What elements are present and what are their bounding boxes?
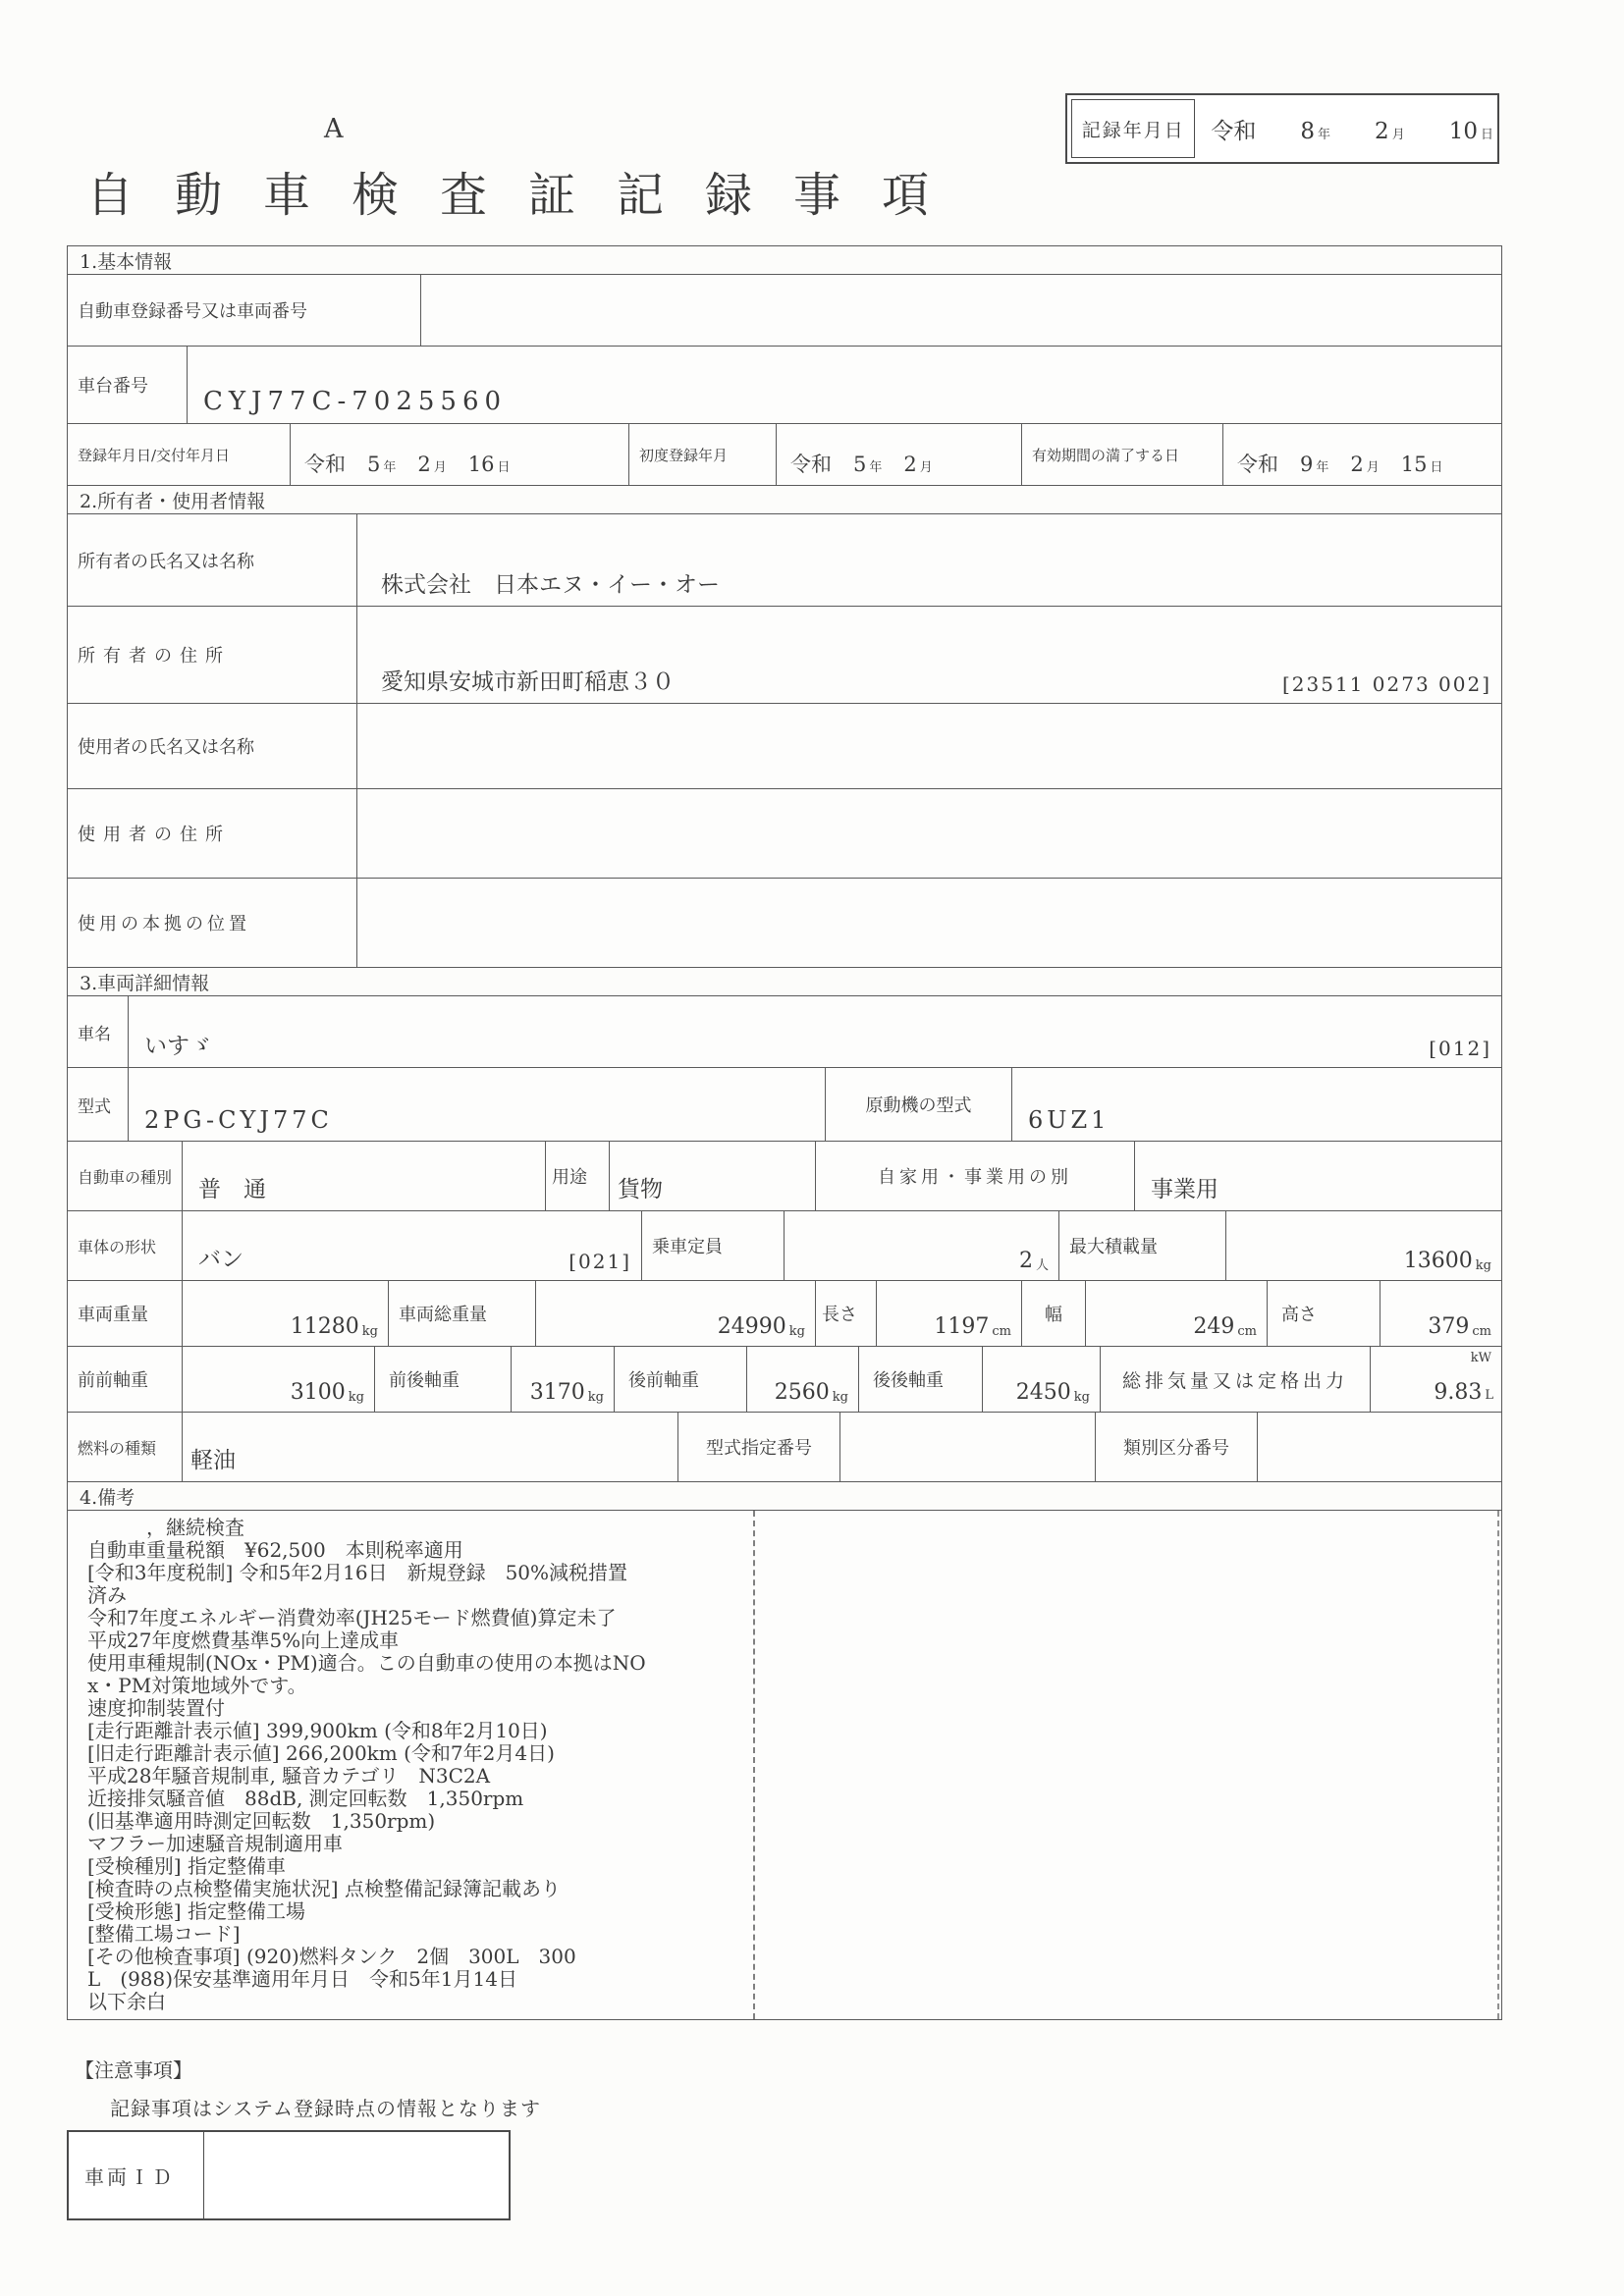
remarks-dashed-divider — [753, 1511, 755, 2019]
engine-model-value: 6UZ1 — [1028, 1106, 1110, 1134]
max-load-number: 13600 — [1403, 1249, 1473, 1273]
axle-rear-front-value — [747, 1347, 859, 1412]
remarks-line: [受検種別] 指定整備車 — [87, 1854, 286, 1878]
base-location-value — [357, 879, 1501, 967]
base-location-label: 使用の本拠の位置 — [68, 879, 357, 967]
width-value — [1086, 1281, 1268, 1346]
remarks-line: (旧基準適用時測定回転数 1,350rpm) — [87, 1809, 436, 1833]
year-unit: 年 — [1316, 460, 1329, 475]
owner-name-value: 株式会社 日本エヌ・イー・オー — [381, 572, 720, 598]
remarks-line: 使用車種規制(NOx・PM)適合。この自動車の使用の本拠はNO — [87, 1651, 646, 1675]
notice-header: 【注意事項】 — [75, 2058, 192, 2082]
body-shape-label: 車体の形状 — [68, 1211, 183, 1280]
vehicle-kind-value: 普 通 — [183, 1142, 546, 1210]
vehicle-kind-row — [67, 1141, 1502, 1211]
day-unit: 日 — [497, 460, 511, 475]
owner-address-row — [67, 606, 1502, 704]
axle-front-front-number: 3100 — [290, 1380, 346, 1405]
first-reg-year: 5 — [853, 453, 867, 476]
record-date — [1211, 113, 1493, 145]
body-shape-cell — [183, 1211, 642, 1280]
use-type-value: 貨物 — [610, 1142, 816, 1210]
remarks-line: [旧走行距離計表示値] 266,200km (令和7年2月4日) — [87, 1741, 555, 1765]
vehicle-weight-value — [183, 1281, 389, 1346]
remarks-line: [受検形態] 指定整備工場 — [87, 1899, 305, 1923]
day-unit: 日 — [1430, 460, 1443, 475]
registration-date-label: 登録年月日/交付年月日 — [68, 424, 291, 485]
axle-rear-rear-number: 2450 — [1015, 1380, 1071, 1405]
user-name-label: 使用者の氏名又は名称 — [68, 704, 357, 788]
axle-weights-row — [67, 1346, 1502, 1413]
remarks-box — [67, 1510, 1502, 2020]
reg-month: 2 — [417, 453, 431, 476]
width-number: 249 — [1193, 1314, 1235, 1339]
era-text: 令和 — [304, 453, 346, 476]
document-title: 自動車検査証記録事項 — [86, 168, 971, 223]
vehicle-name-code: [012] — [1429, 1037, 1491, 1060]
record-day: 10 — [1448, 118, 1478, 144]
cm-unit: cm — [1237, 1324, 1257, 1339]
business-type-label: 自家用・事業用の別 — [816, 1142, 1135, 1210]
section-owner-header: 2.所有者・使用者情報 — [67, 485, 1502, 514]
kw-unit: kW — [1470, 1351, 1491, 1365]
owner-address-code: [23511 0273 002] — [1281, 672, 1491, 696]
axle-front-front-label: 前前軸重 — [68, 1347, 183, 1412]
year-unit: 年 — [1318, 127, 1331, 142]
remarks-line: 速度抑制装置付 — [87, 1696, 225, 1720]
kg-unit: kg — [348, 1390, 364, 1405]
remarks-line: [走行距離計表示値] 399,900km (令和8年2月10日) — [87, 1719, 548, 1742]
width-label: 幅 — [1022, 1281, 1086, 1346]
model-row — [67, 1067, 1502, 1142]
month-unit: 月 — [1391, 127, 1405, 142]
kg-unit: kg — [587, 1390, 604, 1405]
gross-weight-label: 車両総重量 — [389, 1281, 536, 1346]
kg-unit: kg — [832, 1390, 848, 1405]
dates-row — [67, 423, 1502, 486]
first-registration-value — [777, 424, 1022, 485]
expiry-month: 2 — [1350, 453, 1364, 476]
max-load-label: 最大積載量 — [1059, 1211, 1226, 1280]
body-shape-code: [021] — [568, 1250, 631, 1273]
user-address-value — [357, 789, 1501, 878]
person-unit: 人 — [1035, 1258, 1049, 1273]
registration-number-label: 自動車登録番号又は車両番号 — [68, 275, 421, 346]
month-unit: 月 — [919, 460, 933, 475]
expiry-year: 9 — [1300, 453, 1314, 476]
user-name-value — [357, 704, 1501, 788]
reg-year: 5 — [367, 453, 381, 476]
base-location-row — [67, 878, 1502, 968]
section-vehicle-header: 3.車両詳細情報 — [67, 967, 1502, 996]
remarks-line: [その他検査事項] (920)燃料タンク 2個 300L 300 — [87, 1945, 576, 1968]
remarks-line: 済み — [87, 1583, 127, 1607]
axle-rear-rear-label: 後後軸重 — [859, 1347, 983, 1412]
month-unit: 月 — [1366, 460, 1380, 475]
remarks-line: 平成27年度燃費基準5%向上達成車 — [87, 1629, 400, 1652]
remarks-line: 近接排気騒音値 88dB, 測定回転数 1,350rpm — [87, 1787, 524, 1810]
capacity-number: 2 — [1018, 1249, 1033, 1273]
first-registration-label: 初度登録年月 — [629, 424, 777, 485]
axle-front-front-value — [183, 1347, 375, 1412]
type-approval-value — [840, 1413, 1096, 1481]
vehicle-id-label: 車両ＩＤ — [69, 2132, 204, 2218]
chassis-number-value: CYJ77C-7025560 — [203, 387, 508, 416]
fuel-type-label: 燃料の種類 — [68, 1413, 183, 1481]
axle-front-rear-number: 3170 — [529, 1380, 585, 1405]
certificate-table — [67, 245, 1502, 2020]
height-value — [1380, 1281, 1501, 1346]
length-label: 長さ — [816, 1281, 877, 1346]
max-load-value — [1226, 1211, 1501, 1280]
registration-number-row — [67, 274, 1502, 347]
era-text: 令和 — [790, 453, 832, 476]
axle-front-rear-value — [512, 1347, 615, 1412]
kg-unit: kg — [1073, 1390, 1090, 1405]
gross-weight-number: 24990 — [717, 1314, 786, 1339]
use-type-label: 用途 — [546, 1142, 610, 1210]
remarks-line: x・PM対策地域外です。 — [87, 1674, 307, 1697]
kg-unit: kg — [361, 1324, 378, 1339]
gross-weight-value — [536, 1281, 816, 1346]
classification-label: 類別区分番号 — [1096, 1413, 1258, 1481]
expiry-date-label: 有効期間の満了する日 — [1022, 424, 1223, 485]
owner-address-cell — [357, 607, 1501, 703]
vehicle-id-value — [204, 2132, 509, 2218]
fuel-row — [67, 1412, 1502, 1482]
displacement-label: 総排気量又は定格出力 — [1101, 1347, 1371, 1412]
kg-unit: kg — [788, 1324, 805, 1339]
liter-unit: L — [1485, 1388, 1493, 1403]
axle-rear-front-number: 2560 — [774, 1380, 830, 1405]
expiry-date-value — [1223, 424, 1501, 485]
user-name-row — [67, 703, 1502, 789]
remarks-line: 平成28年騒音規制車, 騒音カテゴリ N3C2A — [87, 1764, 491, 1788]
remarks-line: 以下余白 — [87, 1990, 166, 2013]
owner-address-label: 所有者の住所 — [68, 607, 357, 703]
body-shape-value: バン — [198, 1247, 244, 1272]
remarks-line: ，継続検査 — [87, 1516, 244, 1539]
owner-address-value: 愛知県安城市新田町稲恵３０ — [381, 669, 675, 695]
year-unit: 年 — [383, 460, 397, 475]
expiry-day: 15 — [1400, 453, 1428, 476]
classification-value — [1258, 1413, 1501, 1481]
weights-row — [67, 1280, 1502, 1347]
remarks-line: L (988)保安基準適用年月日 令和5年1月14日 — [87, 1967, 517, 1991]
chassis-number-label: 車台番号 — [68, 347, 188, 423]
kg-unit: kg — [1475, 1258, 1491, 1273]
axle-rear-rear-value — [983, 1347, 1101, 1412]
day-unit: 日 — [1480, 127, 1493, 142]
section-remarks-header: 4.備考 — [67, 1481, 1502, 1511]
vehicle-weight-number: 11280 — [290, 1314, 359, 1339]
remarks-line: [検査時の点検整備実施状況] 点検整備記録簿記載あり — [87, 1877, 561, 1900]
record-year: 8 — [1300, 118, 1316, 144]
vehicle-weight-label: 車両重量 — [68, 1281, 183, 1346]
remarks-text — [87, 1517, 743, 2013]
capacity-label: 乗車定員 — [642, 1211, 785, 1280]
first-registration-date — [790, 449, 933, 478]
month-unit: 月 — [433, 460, 447, 475]
vehicle-name-label: 車名 — [68, 996, 129, 1067]
engine-model-label: 原動機の型式 — [826, 1068, 1012, 1141]
capacity-value — [785, 1211, 1059, 1280]
business-type-value: 事業用 — [1151, 1177, 1218, 1202]
year-unit: 年 — [869, 460, 883, 475]
vehicle-kind-label: 自動車の種別 — [68, 1142, 183, 1210]
vehicle-name-cell — [129, 996, 1501, 1067]
cm-unit: cm — [1472, 1324, 1491, 1339]
length-number: 1197 — [934, 1314, 990, 1339]
era-text: 令和 — [1237, 453, 1278, 476]
model-label: 型式 — [68, 1068, 129, 1141]
owner-name-row — [67, 513, 1502, 607]
displacement-number-wrap — [1434, 1380, 1493, 1405]
remarks-dashed-right-edge — [1497, 1511, 1499, 2019]
page-marker: A — [324, 114, 344, 144]
displacement-number: 9.83 — [1434, 1380, 1483, 1405]
vehicle-name-row — [67, 995, 1502, 1068]
record-month: 2 — [1375, 118, 1389, 144]
remarks-line: 令和7年度エネルギー消費効率(JH25モード燃費値)算定未了 — [87, 1606, 617, 1629]
record-date-value — [1195, 99, 1493, 158]
model-value: 2PG-CYJ77C — [129, 1068, 826, 1141]
vehicle-name-value: いすゞ — [144, 1034, 212, 1059]
length-value — [877, 1281, 1022, 1346]
registration-date — [304, 449, 511, 478]
remarks-line: マフラー加速騒音規制適用車 — [87, 1832, 343, 1855]
section-basic-header: 1.基本情報 — [67, 245, 1502, 275]
era-text: 令和 — [1211, 118, 1257, 144]
axle-front-rear-label: 前後軸重 — [375, 1347, 512, 1412]
body-shape-row — [67, 1210, 1502, 1281]
registration-number-value — [421, 275, 1501, 346]
height-label: 高さ — [1268, 1281, 1380, 1346]
displacement-value — [1371, 1347, 1501, 1412]
record-date-label: 記録年月日 — [1071, 99, 1195, 158]
chassis-number-row — [67, 346, 1502, 424]
notice-text: 記録事項はシステム登録時点の情報となります — [110, 2097, 541, 2120]
reg-day: 16 — [467, 453, 495, 476]
type-approval-label: 型式指定番号 — [678, 1413, 840, 1481]
remarks-line: 自動車重量税額 ¥62,500 本則税率適用 — [87, 1538, 463, 1562]
vehicle-id-box — [67, 2130, 511, 2220]
user-address-label: 使用者の住所 — [68, 789, 357, 878]
record-date-box — [1065, 93, 1499, 164]
expiry-date — [1237, 449, 1443, 478]
first-reg-month: 2 — [903, 453, 917, 476]
cm-unit: cm — [992, 1324, 1011, 1339]
height-number: 379 — [1428, 1314, 1470, 1339]
remarks-line: [令和3年度税制] 令和5年2月16日 新規登録 50%減税措置 — [87, 1561, 628, 1584]
user-address-row — [67, 788, 1502, 879]
remarks-line: [整備工場コード] — [87, 1922, 241, 1946]
owner-name-label: 所有者の氏名又は名称 — [68, 514, 357, 606]
registration-date-value — [291, 424, 629, 485]
fuel-type-value: 軽油 — [183, 1413, 678, 1481]
axle-rear-front-label: 後前軸重 — [615, 1347, 747, 1412]
